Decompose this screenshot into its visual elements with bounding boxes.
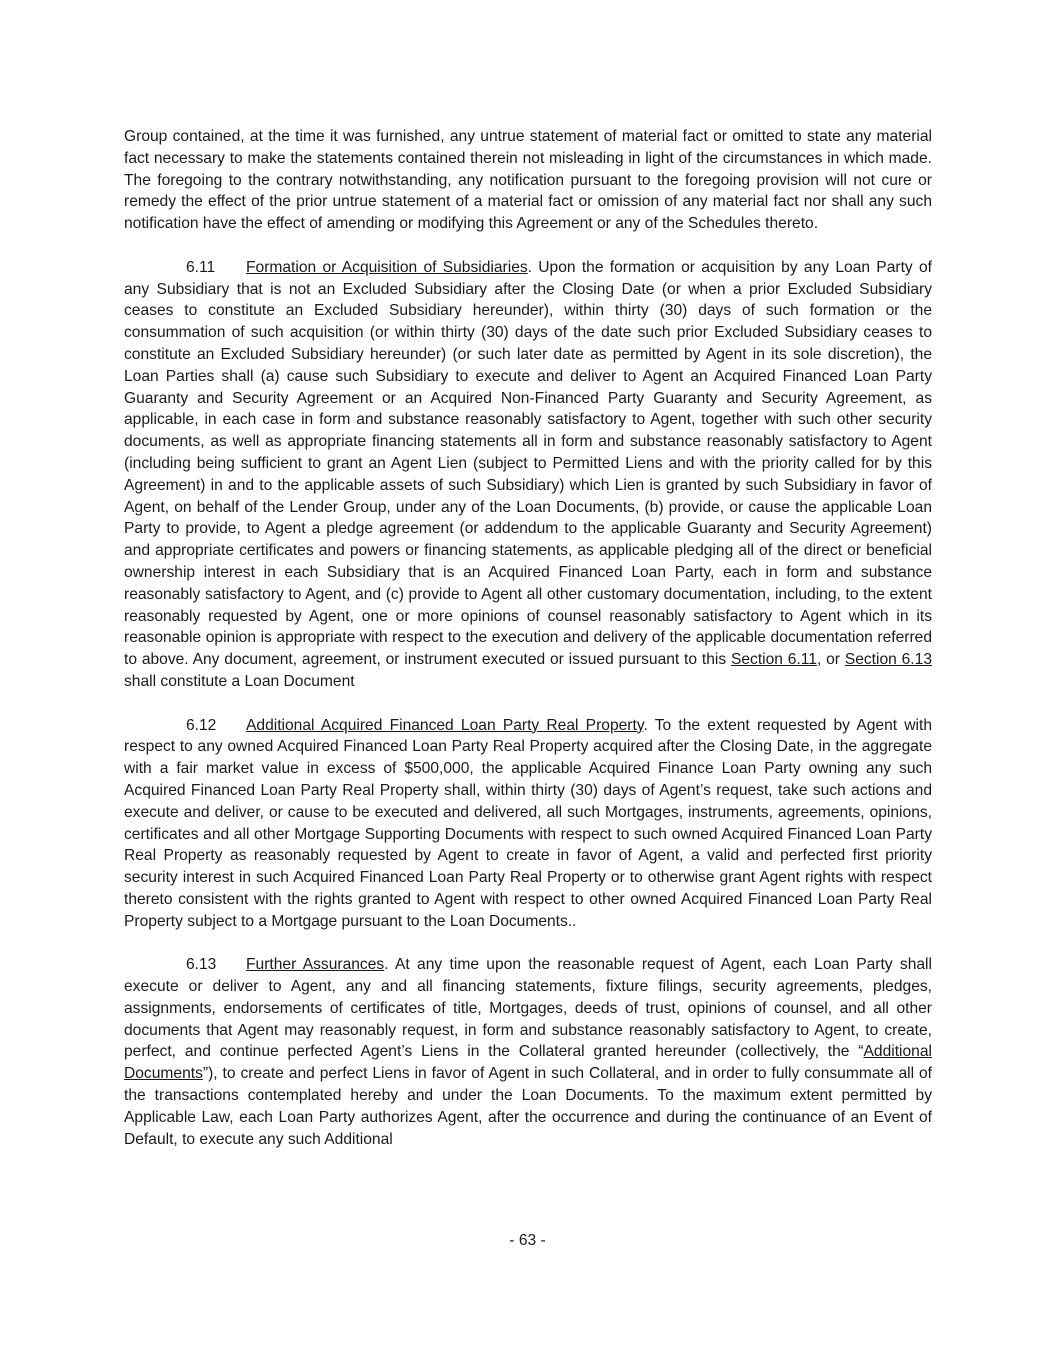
section-heading: Additional Acquired Financed Loan Party Real Property — [246, 716, 644, 734]
section-text-mid: , or — [816, 651, 845, 669]
intro-paragraph — [124, 126, 932, 235]
page-number: - 63 - — [509, 1232, 546, 1249]
document-body — [124, 126, 932, 1150]
section-text: . Upon the formation or acquisition by any Loan Party of any Subsidiary that is not an Excluded Subsidiary after the Closing Date (or when a prior Excluded Subsidiary ceases to constitute an Excluded Subsidiary hereunder), within thirty (30) days of such formation or the consummation of such acquisition (or within thirty (30) days of the date such prior Excluded Subsidiary ceases to constitute an Excluded Subsidiary hereunder) (or such later date as permitted by Agent in its sole discretion), the Loan Parties shall (a) cause such Subsidiary to execute and deliver to Agent an Acquired Financed Loan Party Guaranty and Security Agreement or an Acquired Non-Financed Party Guaranty and Security Agreement, as applicable, in each case in form and substance reasonably satisfactory to Agent, together with such other security documents, as well as appropriate financing statements all in form and substance reasonably satisfactory to Agent (including being sufficient to grant an Agent Lien (subject to Permitted Liens and with the priority called for by this Agreement) in and to the applicable assets of such Subsidiary) which Lien is granted by such Subsidiary in favor of Agent, on behalf of the Lender Group, under any of the Loan Documents, (b) provide, or cause the applicable Loan Party to provide, to Agent a pledge agreement (or addendum to the applicable Guaranty and Security Agreement) and appropriate certificates and powers or financing statements, as applicable pledging all of the direct or beneficial ownership interest in each Subsidiary that is an Acquired Financed Loan Party, each in form and substance reasonably satisfactory to Agent, and (c) provide to Agent all other customary documentation, including, to the extent reasonably requested by Agent, one or more opinions of counsel reasonably satisfactory to Agent which in its reasonable opinion is appropriate with respect to the execution and delivery of the applicable documentation referred to above. Any document, agreement, or instrument executed or issued pursuant to this — [124, 258, 932, 669]
section-6-13 — [124, 954, 932, 1150]
section-heading: Further Assurances — [246, 956, 385, 974]
section-6-12 — [124, 715, 932, 933]
section-number: 6.11 — [186, 258, 216, 276]
defined-term: Additional Documents — [124, 1043, 932, 1083]
section-text: . To the extent requested by Agent with respect to any owned Acquired Financed Loan Party Real Property acquired after the Closing Date, in the aggregate with a fair market value in excess of $500,000, the applicable Acquired Finance Loan Party owning any such Acquired Financed Loan Party Real Property shall, within thirty (30) days of Agent’s request, take such actions and execute and deliver, or cause to be executed and delivered, all such Mortgages, instruments, agreements, opinions, certificates and all other Mortgage Supporting Documents with respect to such owned Acquired Financed Loan Party Real Property as reasonably requested by Agent to create in favor of Agent, a valid and perfected first priority security interest in such Acquired Financed Loan Party Real Property or to otherwise grant Agent rights with respect thereto consistent with the rights granted to Agent with respect to other owned Acquired Financed Loan Party Real Property subject to a Mortgage pursuant to the Loan Documents.. — [124, 716, 933, 930]
section-text: . At any time upon the reasonable request of Agent, each Loan Party shall execute or deliver to Agent, any and all financing statements, fixture filings, security agreements, pledges, assignments, endorsements of certificates of title, Mortgages, deeds of trust, opinions of counsel, and all other documents that Agent may reasonably request, in form and substance reasonably satisfactory to Agent, to create, perfect, and continue perfected Agent’s Liens in the Collateral granted hereunder (collectively, the “ — [124, 956, 932, 1061]
section-ref-6-13: Section 6.13 — [844, 651, 932, 669]
section-ref-6-11: Section 6.11 — [730, 651, 817, 669]
section-heading: Formation or Acquisition of Subsidiaries — [246, 258, 528, 276]
section-number: 6.13 — [186, 956, 217, 974]
section-6-11 — [124, 257, 932, 693]
section-text-tail: ”), to create and perfect Liens in favor of Agent in such Collateral, and in order to fully consummate all of the transactions contemplated hereby and under the Loan Documents. To the maximum extent permitted by Applicable Law, each Loan Party authorizes Agent, after the occurrence and during the continuance of an Event of Default, to execute any such Additional — [124, 1065, 932, 1148]
section-number: 6.12 — [186, 716, 217, 734]
intro-text: Group contained, at the time it was furnished, any untrue statement of material fact or omitted to state any material fact necessary to make the statements contained therein not misleading in light of the circumstances in which made. The foregoing to the contrary notwithstanding, any notification pursuant to the foregoing provision will not cure or remedy the effect of the prior untrue statement of a material fact or omission of any material fact nor shall any such notification have the effect of amending or modifying this Agreement or any of the Schedules thereto. — [124, 128, 932, 233]
section-text-tail: shall constitute a Loan Document — [124, 672, 355, 690]
